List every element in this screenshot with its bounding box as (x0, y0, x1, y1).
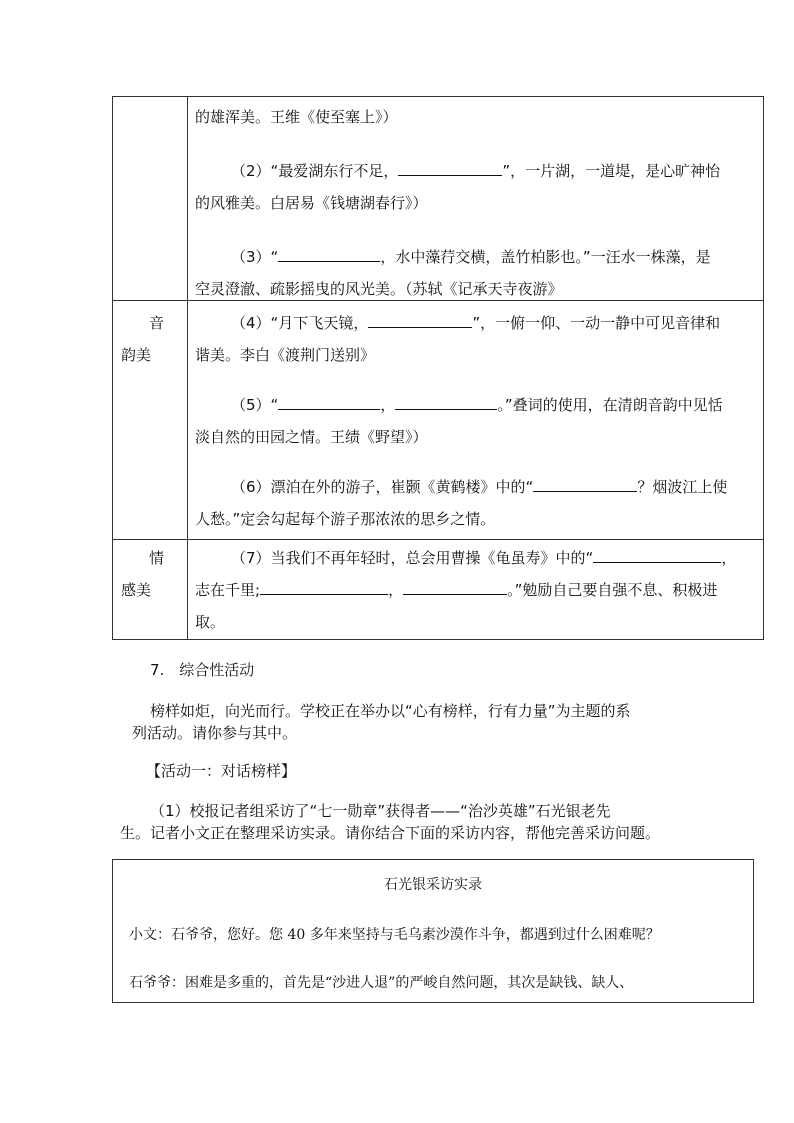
question-7: （7）当我们不再年轻时，总会用曹操《龟虽寿》中的“ ， (231, 549, 737, 567)
question-6: （6）漂泊在外的游子，崔颢《黄鹤楼》中的“ ？烟波江上使 (231, 478, 728, 496)
question-5-line2: 淡自然的田园之情。王绩《野望》） (195, 428, 428, 446)
answer-blank[interactable] (533, 477, 637, 492)
interview-line1: 小文：石爷爷，您好。您 40 多年来坚持与毛乌素沙漠作斗争，都遇到过什么困难呢？ (129, 927, 660, 943)
intro-line2: 列活动。请你参与其中。 (132, 724, 298, 742)
interview-line2: 石爷爷：困难是多重的，首先是“沙进人退”的严峻自然问题，其次是缺钱、缺人、 (129, 975, 634, 991)
question-2: （2）“最爱湖东行不足， ”，一片湖，一道堤，是心旷神怡 (231, 162, 721, 180)
question-5: （5）“ ， 。”叠词的使用，在清朗音韵中见恬 (231, 396, 723, 414)
answer-blank[interactable] (368, 313, 472, 328)
task-line1: （1）校报记者组采访了“七一勋章”获得者——“治沙英雄”石光银老先 (150, 802, 611, 820)
activity-heading: 【活动一：对话榜样】 (146, 762, 297, 780)
task-line2: 生。记者小文正在整理采访实录。请你结合下面的采访内容，帮他完善采访问题。 (120, 824, 661, 842)
answer-blank[interactable] (593, 548, 721, 563)
column-divider (187, 97, 188, 639)
answer-blank[interactable] (260, 580, 388, 595)
row3-label: 情 感美 (121, 549, 165, 599)
interview-title: 石光银采访实录 (384, 877, 482, 893)
row1-content (195, 101, 755, 305)
row3-content (195, 542, 755, 638)
intro-line1: 榜样如炬，向光而行。学校正在举办以“心有榜样，行有力量”为主题的系 (150, 702, 631, 720)
row2-label: 音 韵美 (121, 314, 165, 364)
row-divider (113, 539, 763, 540)
question-7-line2: 志在千里; ， 。”勉励自己要自强不息、积极进 (195, 581, 718, 599)
poetry-table (112, 96, 764, 640)
answer-blank[interactable] (403, 580, 507, 595)
row1-line1: 的雄浑美。王维《使至塞上》） (195, 108, 398, 126)
section-heading: 7. 综合性活动 (150, 661, 255, 679)
answer-blank[interactable] (398, 161, 502, 176)
question-2-line2: 的风雅美。白居易《钱塘湖春行》） (195, 194, 428, 212)
question-7-line3: 取。 (195, 613, 226, 631)
row2-content (195, 307, 755, 535)
question-3-line2: 空灵澄澈、疏影摇曳的风光美。（苏轼《记承天寺夜游》 (195, 280, 563, 298)
answer-blank[interactable] (278, 247, 380, 262)
question-4-line2: 谐美。李白《渡荆门送别》 (195, 346, 376, 364)
question-3: （3）“ ，水中藻荇交横，盖竹柏影也。”一汪水一株藻，是 (231, 248, 711, 266)
answer-blank[interactable] (278, 395, 380, 410)
interview-box (112, 859, 754, 1003)
question-4: （4）“月下飞天镜， ”，一俯一仰、一动一静中可见音律和 (231, 314, 721, 332)
question-6-line2: 人愁。”定会勾起每个游子那浓浓的思乡之情。 (195, 510, 496, 528)
answer-blank[interactable] (395, 395, 497, 410)
